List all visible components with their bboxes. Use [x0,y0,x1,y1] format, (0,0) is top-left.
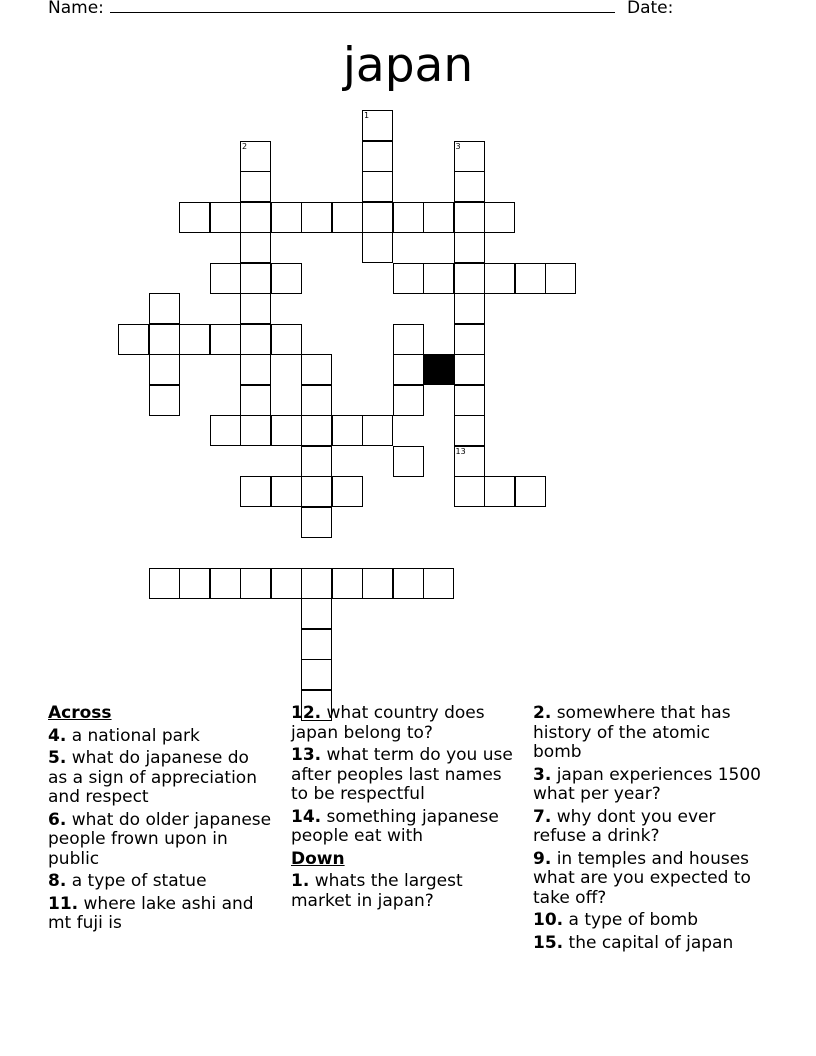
black-cell [423,354,454,385]
clue-item-text: japan experiences 1500 what per year? [533,764,761,804]
crossword-cell[interactable] [240,568,271,599]
clue-item-number: 15. [533,932,564,953]
clue-item-text: what term do you use after peoples last names to be respectful [291,745,513,804]
clue-number: 13 [455,446,466,456]
across-clue-list-continued [291,704,513,847]
clue-number: 2 [242,141,248,151]
crossword-cell[interactable] [454,354,485,385]
crossword-cell[interactable] [149,385,180,416]
clue-item [533,808,763,847]
crossword-cell[interactable] [301,629,332,660]
clue-item-text: where lake ashi and mt fuji is [48,893,254,933]
crossword-cell[interactable] [240,476,271,507]
crossword-cell[interactable] [301,598,332,629]
down-clue-list [291,872,513,911]
clue-item-number: 11. [48,893,79,914]
crossword-cell[interactable] [149,568,180,599]
date-label: Date: [627,0,674,18]
crossword-cell[interactable] [240,171,271,202]
clue-item-number: 5. [48,748,67,768]
clue-item-text: something japanese people eat with [291,806,499,846]
crossword-cell[interactable] [332,568,363,599]
clue-item [48,811,273,870]
crossword-cell[interactable] [454,202,485,233]
crossword-cell[interactable] [271,476,302,507]
crossword-cell[interactable] [362,141,393,172]
clue-item-text: whats the largest market in japan? [291,871,463,911]
clue-item-text: somewhere that has history of the atomic bomb [533,703,731,762]
crossword-cell[interactable] [271,263,302,294]
crossword-cell[interactable] [210,415,241,446]
crossword-cell[interactable] [423,202,454,233]
clue-item-text: a type of bomb [563,910,699,930]
crossword-cell[interactable] [301,507,332,538]
crossword-cell[interactable] [271,568,302,599]
clue-item-text: the capital of japan [563,932,734,953]
crossword-cell[interactable] [301,659,332,690]
clue-item [291,808,513,847]
clue-number: 3 [455,141,461,151]
puzzle-title: japan [342,38,474,93]
crossword-cell[interactable] [454,232,485,263]
crossword-cell[interactable] [240,385,271,416]
crossword-cell[interactable] [515,263,546,294]
crossword-cell[interactable] [393,263,424,294]
crossword-cell[interactable] [210,568,241,599]
crossword-cell[interactable] [301,568,332,599]
crossword-cell[interactable] [362,110,393,141]
clues-column-3 [533,704,763,956]
crossword-cell[interactable] [210,202,241,233]
across-clue-list [48,727,273,934]
crossword-cell[interactable] [332,476,363,507]
clue-item-number: 8. [48,871,67,891]
clue-item-text: what do japanese do as a sign of appreciation and respect [48,748,257,807]
clue-item-number: 9. [533,848,552,869]
name-label: Name: [48,0,104,18]
clue-item-number: 7. [533,806,552,827]
crossword-cell[interactable] [210,324,241,355]
crossword-cell[interactable] [362,568,393,599]
crossword-cell[interactable] [179,324,210,355]
crossword-cell[interactable] [332,202,363,233]
crossword-cell[interactable] [210,263,241,294]
clue-item-number: 1. [291,871,310,891]
crossword-cell[interactable] [301,446,332,477]
across-heading: Across [48,703,112,723]
crossword-cell[interactable] [515,476,546,507]
clues-column-1 [48,704,273,937]
clue-number: 1 [364,111,370,120]
crossword-cell[interactable] [484,476,515,507]
clue-item [533,911,763,931]
crossword-cell[interactable] [454,263,485,294]
crossword-cell[interactable] [454,476,485,507]
crossword-cell[interactable] [179,202,210,233]
clue-item [291,746,513,805]
crossword-cell[interactable] [301,354,332,385]
clue-item-text: a national park [66,725,200,746]
crossword-cell[interactable] [149,324,180,355]
crossword-cell[interactable] [149,293,180,324]
clue-item [48,727,273,747]
crossword-cell[interactable] [301,476,332,507]
crossword-cell[interactable] [423,263,454,294]
down-clue-list-continued [533,704,763,953]
crossword-cell[interactable] [301,202,332,233]
clue-item [48,872,273,892]
crossword-cell[interactable] [240,232,271,263]
clue-item-text: what country does japan belong to? [291,703,485,743]
crossword-cell[interactable] [240,202,271,233]
crossword-cell[interactable] [454,446,485,477]
crossword-cell[interactable] [240,324,271,355]
down-heading: Down [291,848,345,869]
crossword-cell[interactable] [484,202,515,233]
crossword-cell[interactable] [362,202,393,233]
crossword-cell[interactable] [240,354,271,385]
crossword-cell[interactable] [393,324,424,355]
crossword-cell[interactable] [271,202,302,233]
crossword-cell[interactable] [240,263,271,294]
crossword-cell[interactable] [454,324,485,355]
crossword-cell[interactable] [393,446,424,477]
crossword-cell[interactable] [484,263,515,294]
crossword-cell[interactable] [393,568,424,599]
crossword-cell[interactable] [545,263,576,294]
crossword-cell[interactable] [454,141,485,172]
crossword-cell[interactable] [454,415,485,446]
clue-item-number: 12. [291,703,322,723]
clue-item [48,749,273,808]
crossword-cell[interactable] [271,415,302,446]
crossword-cell[interactable] [240,415,271,446]
crossword-cell[interactable] [362,415,393,446]
crossword-cell[interactable] [301,385,332,416]
clue-item-number: 2. [533,703,552,723]
clue-item-text: what do older japanese people frown upon in public [48,809,272,869]
crossword-cell[interactable] [240,293,271,324]
crossword-cell[interactable] [271,324,302,355]
crossword-cell[interactable] [362,171,393,202]
clue-item [291,704,513,743]
crossword-cell[interactable] [179,568,210,599]
crossword-cell[interactable] [332,415,363,446]
crossword-cell[interactable] [118,324,149,355]
clue-item-number: 14. [291,806,322,827]
clue-item-number: 10. [533,910,564,930]
clue-item-text: in temples and houses what are you expected to take off? [533,848,751,908]
crossword-cell[interactable] [240,141,271,172]
crossword-cell[interactable] [301,415,332,446]
clue-item-number: 4. [48,725,67,746]
clue-item [291,872,513,911]
crossword-cell[interactable] [393,202,424,233]
clue-item-number: 6. [48,809,67,830]
crossword-cell[interactable] [454,293,485,324]
crossword-cell[interactable] [393,385,424,416]
clue-item-number: 13. [291,745,322,765]
clue-item [533,850,763,909]
clue-item [533,766,763,805]
clue-item [48,895,273,934]
clue-item-number: 3. [533,764,552,785]
clues-column-2 [291,704,513,914]
clue-item-text: a type of statue [66,871,207,891]
clue-item [533,704,763,763]
crossword-cell[interactable] [423,568,454,599]
crossword-cell[interactable] [149,354,180,385]
clue-item-text: why dont you ever refuse a drink? [533,806,716,846]
crossword-cell[interactable] [362,232,393,263]
crossword-cell[interactable] [454,171,485,202]
clue-item [533,934,763,954]
crossword-cell[interactable] [454,385,485,416]
crossword-cell[interactable] [393,354,424,385]
